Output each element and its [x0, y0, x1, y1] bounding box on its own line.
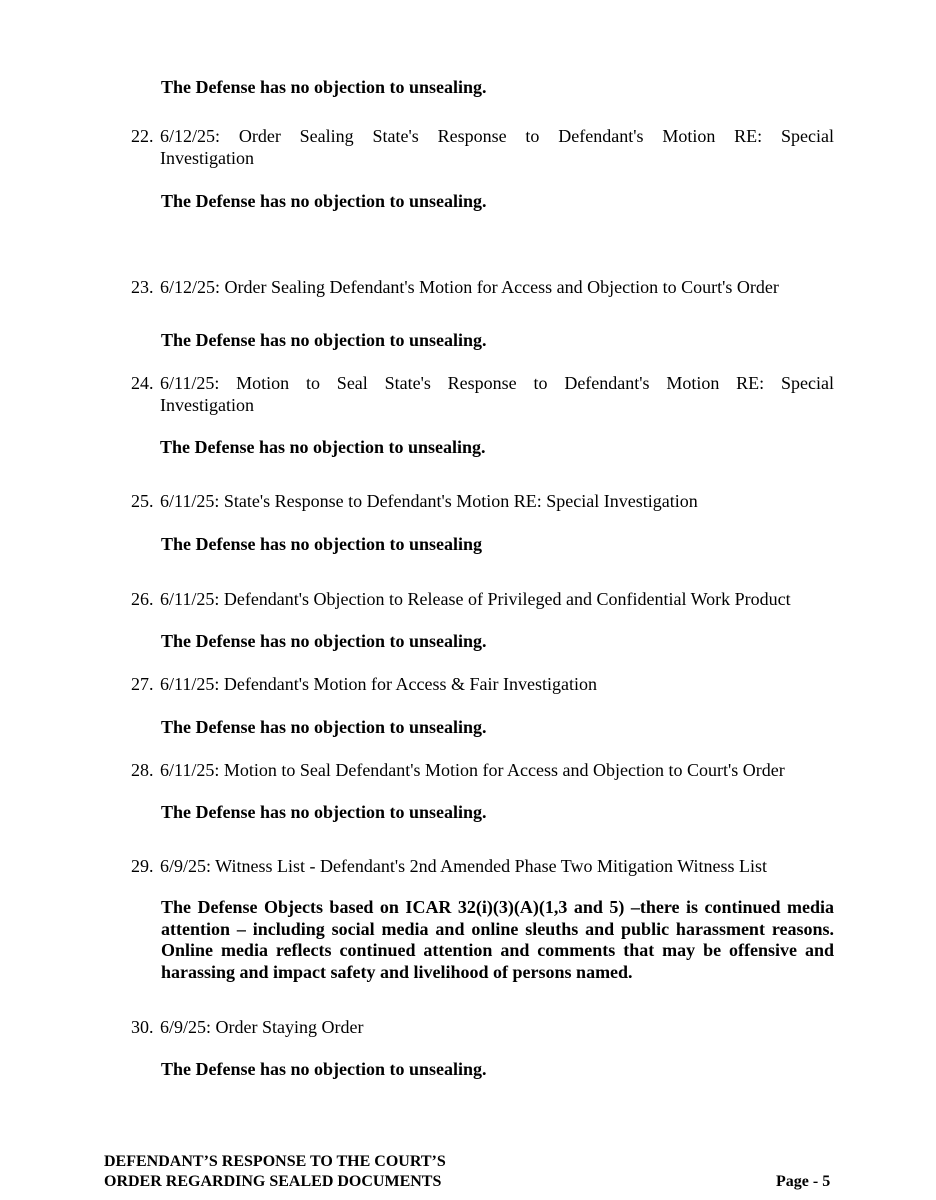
item-response: The Defense has no objection to unsealing: [161, 534, 483, 554]
item-description-line: 6/11/25: Motion to Seal State's Response to Defendant's Motion RE: Special: [160, 373, 834, 393]
item-number: 27.: [131, 674, 154, 694]
item-number: 30.: [131, 1017, 154, 1037]
page-number: Page - 5: [776, 1173, 831, 1190]
item-description-line: 6/12/25: Order Sealing State's Response to Defendant's Motion RE: Special: [160, 126, 834, 146]
item-response: The Defense has no objection to unsealing.: [160, 437, 486, 457]
item-description: 6/11/25: Motion to Seal Defendant's Motion for Access and Objection to Court's Order: [160, 760, 785, 780]
item-response-objection: The Defense Objects based on ICAR 32(i)(3)(A)(1,3 and 5) –there is continued media attention – including social media and online sleuths and public harassment reasons. Online media reflects continued attention and comments that may be offensive and harassing and impact safety and livelihood of persons named.: [161, 897, 834, 982]
item-number: 22.: [131, 126, 154, 146]
item-description: 6/11/25: Defendant's Motion for Access & Fair Investigation: [160, 674, 598, 694]
item-number: 24.: [131, 373, 154, 393]
footer-title-line: ORDER REGARDING SEALED DOCUMENTS: [104, 1173, 442, 1190]
item-number: 28.: [131, 760, 154, 780]
item-description-line: Investigation: [160, 395, 254, 415]
item-response: The Defense has no objection to unsealing.: [161, 631, 487, 651]
item-description-line: Investigation: [160, 148, 254, 168]
item-description: 6/12/25: Order Sealing Defendant's Motion for Access and Objection to Court's Order: [160, 277, 779, 297]
item-description: 6/11/25: State's Response to Defendant's Motion RE: Special Investigation: [160, 491, 698, 511]
item-description: 6/9/25: Order Staying Order: [160, 1017, 364, 1037]
item-response: The Defense has no objection to unsealing.: [161, 191, 487, 211]
item-response: The Defense has no objection to unsealing.: [161, 330, 487, 350]
item-number: 26.: [131, 589, 154, 609]
footer-title: [104, 1152, 446, 1192]
item-description: 6/11/25: Defendant's Objection to Release of Privileged and Confidential Work Product: [160, 589, 791, 609]
item-number: 25.: [131, 491, 154, 511]
item-number: 23.: [131, 277, 154, 297]
item-description: 6/9/25: Witness List - Defendant's 2nd Amended Phase Two Mitigation Witness List: [160, 856, 767, 876]
item-number: 29.: [131, 856, 154, 876]
item-response: The Defense has no objection to unsealing.: [161, 1059, 487, 1079]
item-response: The Defense has no objection to unsealing.: [161, 802, 487, 822]
footer-title-line: DEFENDANT’S RESPONSE TO THE COURT’S: [104, 1153, 446, 1170]
top-response: The Defense has no objection to unsealing.: [161, 77, 487, 97]
item-response: The Defense has no objection to unsealing.: [161, 717, 487, 737]
